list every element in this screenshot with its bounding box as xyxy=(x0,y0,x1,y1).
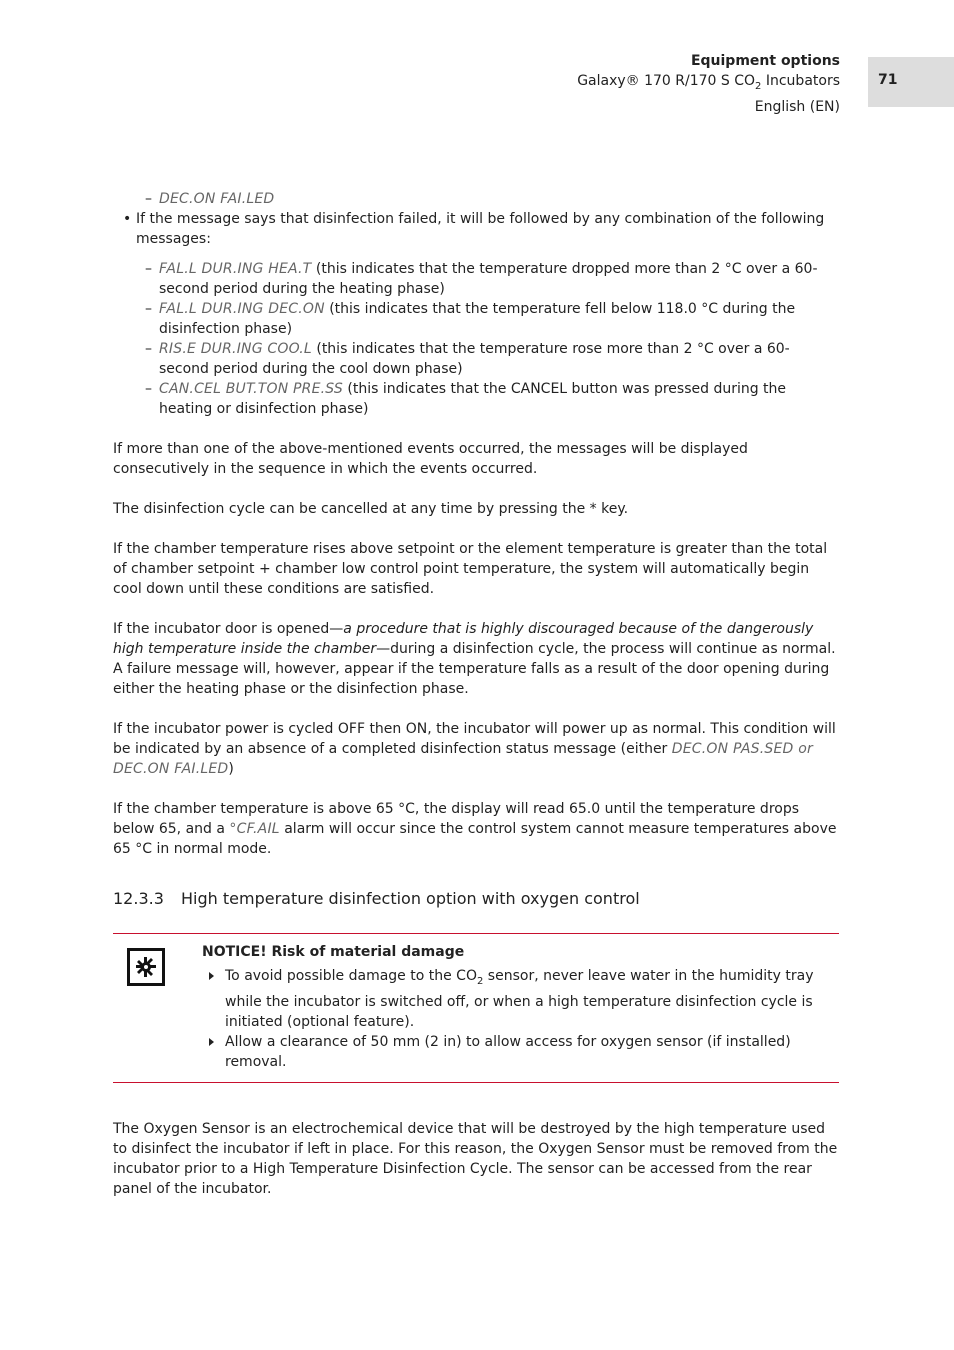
page-number: 71 xyxy=(868,57,954,107)
notice-item: Allow a clearance of 50 mm (2 in) to allow access for oxygen sensor (if installed) removal. xyxy=(202,1032,839,1072)
page-content xyxy=(113,189,839,1199)
arrow-icon xyxy=(209,1038,214,1046)
paragraph-cancel: The disinfection cycle can be cancelled at any time by pressing the * key. xyxy=(113,501,629,517)
notice-box xyxy=(113,933,839,1083)
notice-item: To avoid possible damage to the $CO_2$ sensor, never leave water in the humidity tray while the incubator is switched off, or when a high temperature disinfection cycle is initiated (optional feature). xyxy=(202,966,839,1032)
list-item: – FAL.L DUR.ING HEA.T (this indicates that the temperature dropped more than 2 °C over a 60-second period during the heating phase) xyxy=(113,259,839,299)
page-header xyxy=(577,51,840,117)
header-section: Equipment options xyxy=(690,53,840,69)
arrow-icon xyxy=(209,972,214,980)
notice-title: NOTICE! Risk of material damage xyxy=(202,944,465,960)
material-damage-icon xyxy=(127,948,165,986)
paragraph-door: If the incubator door is opened—a procedure that is highly discouraged because of the dangerously high temperature inside the chamber—during a disinfection cycle, the process will continue as normal. A failure message will, however, appear if the temperature falls as a result of the door opening during either the heating phase or the disinfection phase. xyxy=(113,621,836,697)
list-item: – DEC.ON FAI.LED xyxy=(113,189,839,209)
list-item: – RIS.E DUR.ING COO.L (this indicates that the temperature rose more than 2 °C over a 60-second period during the cool down phase) xyxy=(113,339,839,379)
header-language: English (EN) xyxy=(754,98,840,115)
list-item: – FAL.L DUR.ING DEC.ON (this indicates that the temperature fell below 118.0 °C during the disinfection phase) xyxy=(113,299,839,339)
paragraph-oxygen-sensor: The Oxygen Sensor is an electrochemical device that will be destroyed by the high temperature used to disinfect the incubator if left in place. For this reason, the Oxygen Sensor must be removed from the incubator prior to a High Temperature Disinfection Cycle. The sensor can be accessed from the rear panel of the incubator. xyxy=(113,1120,838,1197)
paragraph-temperature: If the chamber temperature is above 65 °C, the display will read 65.0 until the temperature drops below 65, and a °CF.AIL alarm will occur since the control system cannot measure temperatures above 65 °C in normal mode. xyxy=(113,801,837,857)
list-item: • If the message says that disinfection failed, it will be followed by any combination of the following messages: xyxy=(113,209,839,249)
paragraph-cooldown: If the chamber temperature rises above setpoint or the element temperature is greater than the total of chamber setpoint + chamber low control point temperature, the system will automatically begin cool down until these conditions are satisfied. xyxy=(113,541,828,597)
section-heading: 12.3.3 High temperature disinfection option with oxygen control xyxy=(113,889,640,908)
paragraph-multiple-events: If more than one of the above-mentioned events occurred, the messages will be displayed consecutively in the sequence in which the events occurred. xyxy=(113,441,748,477)
header-product: Galaxy® 170 R/170 S $CO_2$ Incubators xyxy=(577,73,840,92)
paragraph-power: If the incubator power is cycled OFF then ON, the incubator will power up as normal. This condition will be indicated by an absence of a completed disinfection status message (either DEC.ON PAS.SED or DEC.ON FAI.LED) xyxy=(113,721,836,777)
list-item: – CAN.CEL BUT.TON PRE.SS (this indicates that the CANCEL button was pressed during the heating or disinfection phase) xyxy=(113,379,839,419)
